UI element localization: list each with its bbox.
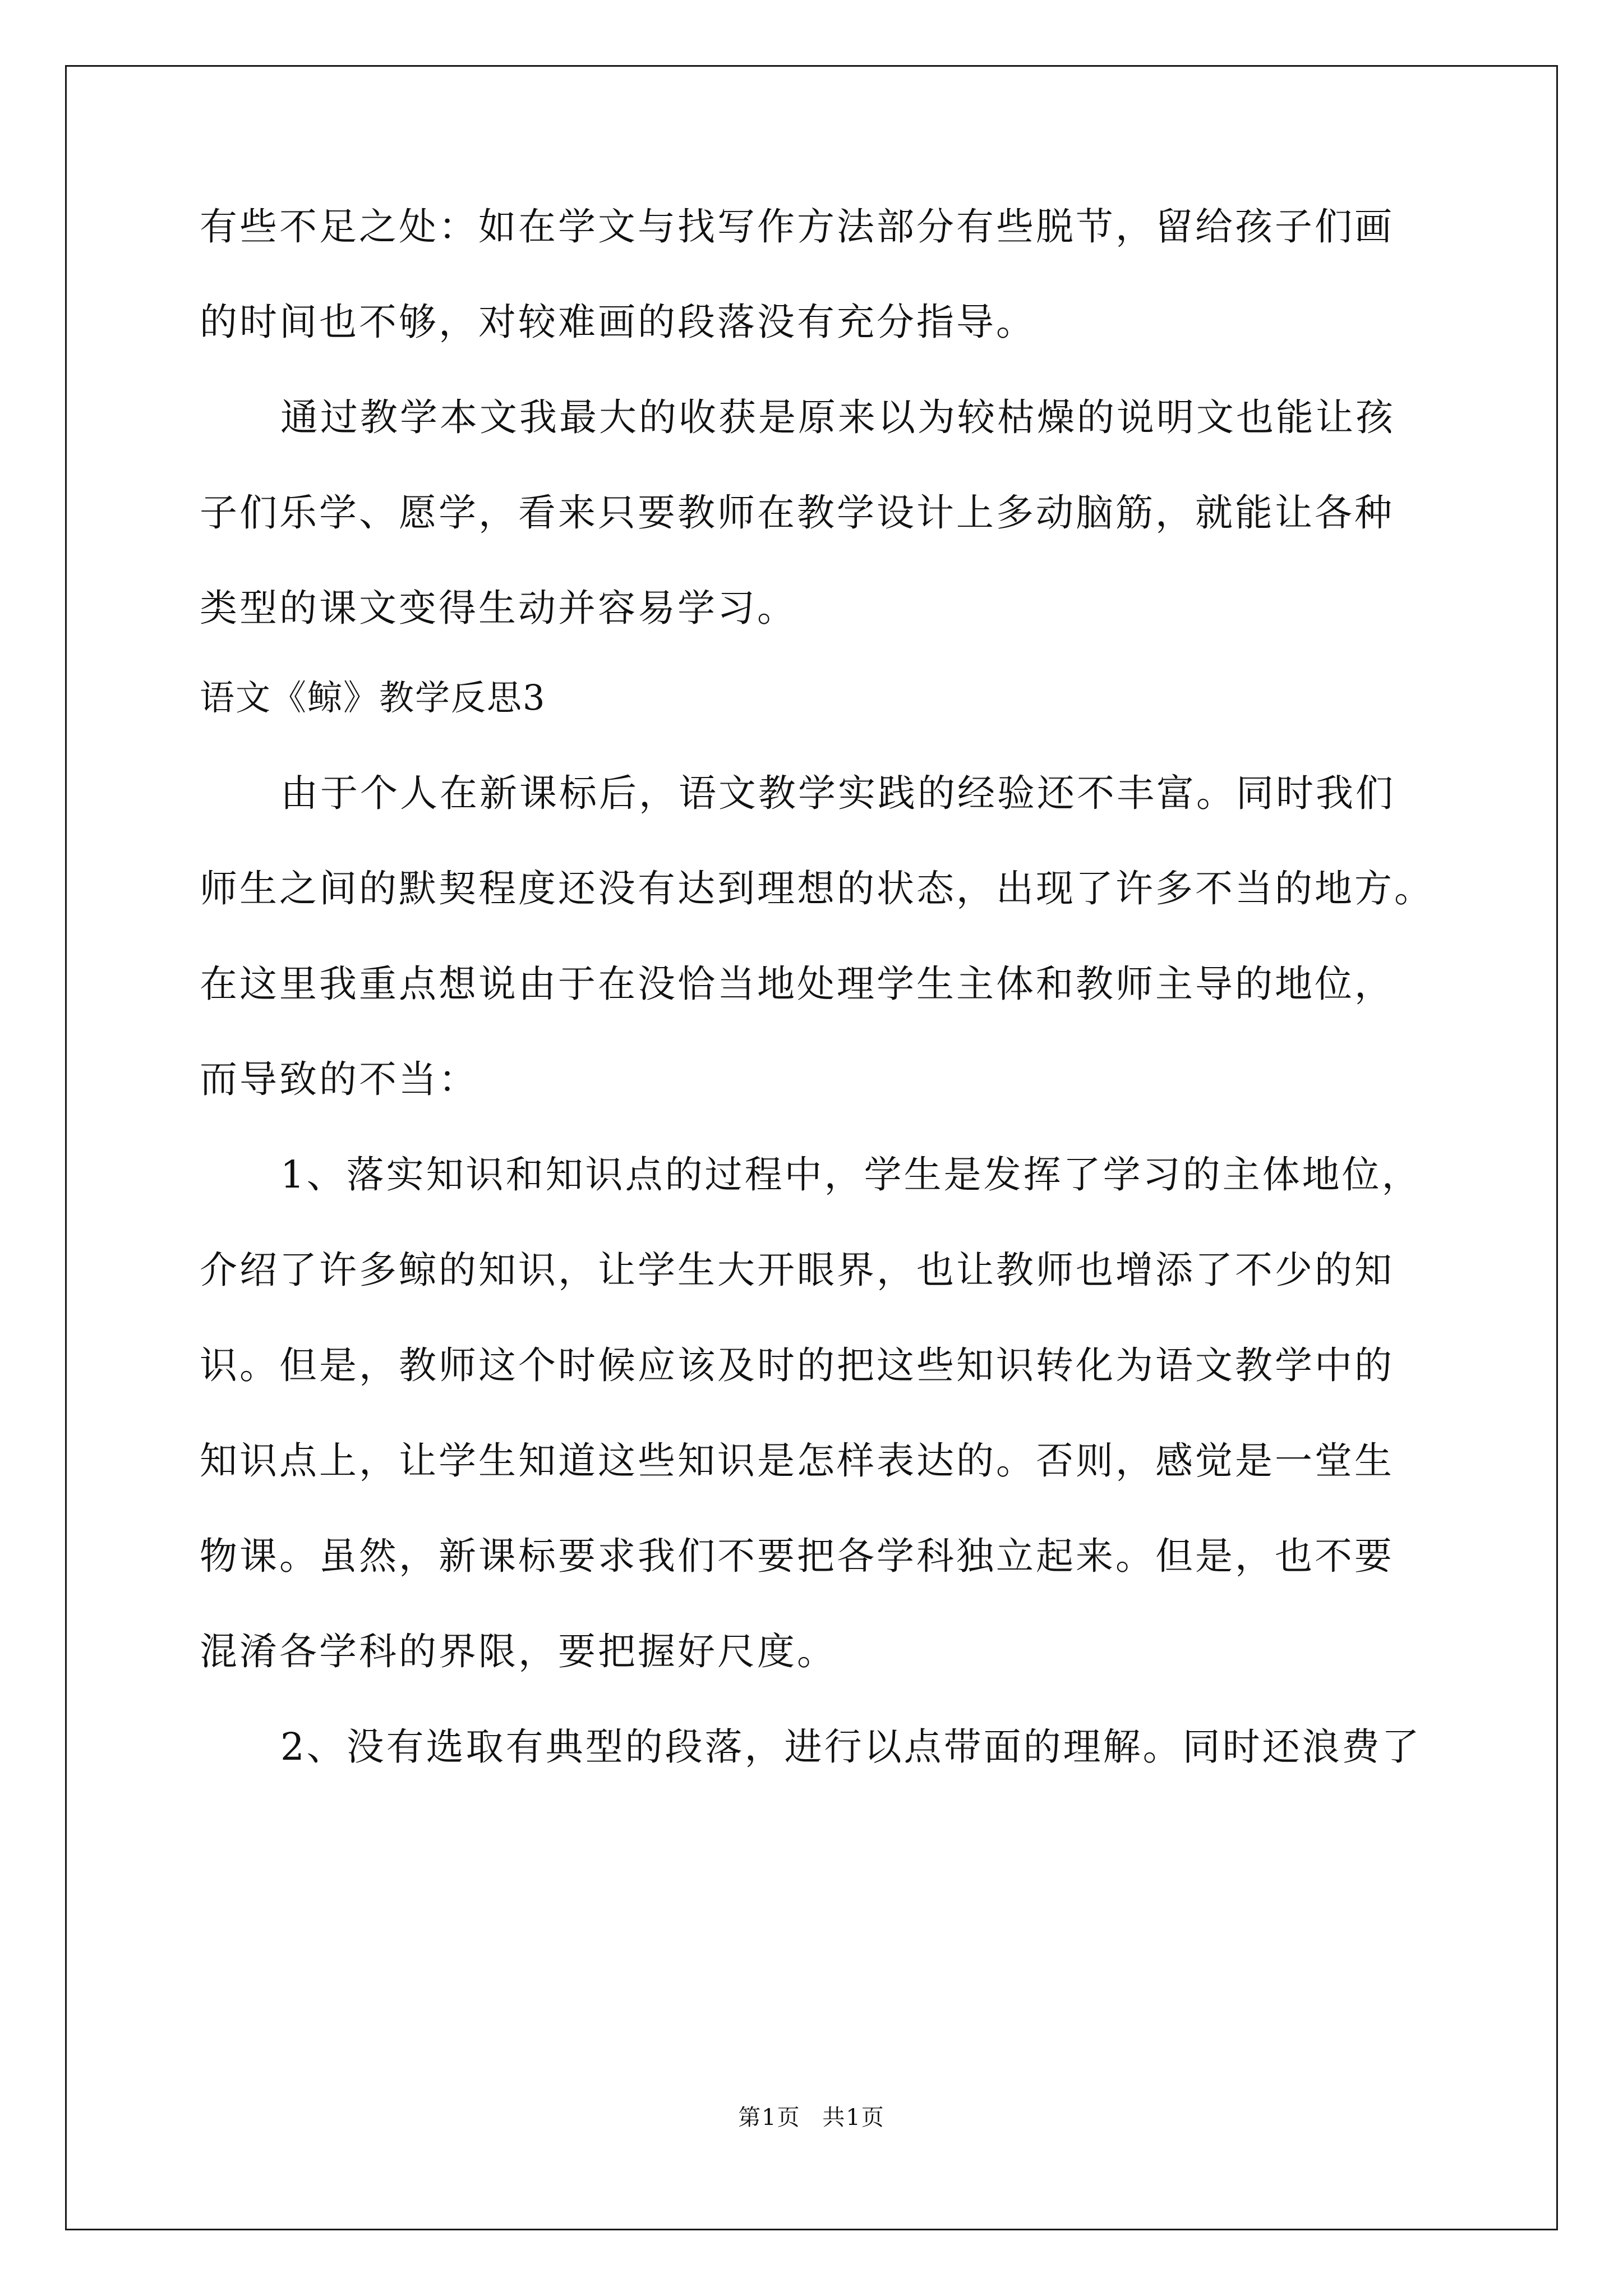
paragraph-start-line: 通过教学本文我最大的收获是原来以为较枯燥的说明文也能让孩 — [280, 395, 1395, 439]
text-line: 介绍了许多鲸的知识，让学生大开眼界，也让教师也增添了不少的知 — [200, 1248, 1394, 1292]
text-line: 混淆各学科的界限，要把握好尺度。 — [200, 1630, 837, 1673]
text-line: 子们乐学、愿学，看来只要教师在教学设计上多动脑筋，就能让各种 — [200, 491, 1394, 535]
text-line: 类型的课文变得生动并容易学习。 — [200, 586, 797, 630]
page-footer — [0, 2104, 1623, 2132]
text-line: 在这里我重点想说由于在没恰当地处理学生主体和教师主导的地位， — [200, 962, 1394, 1006]
page-number-total: 共1页 — [822, 2105, 885, 2131]
text-line: 的时间也不够，对较难画的段落没有充分指导。 — [200, 300, 1036, 344]
text-line: 而导致的不当： — [200, 1057, 478, 1101]
page-number-current: 第1页 — [738, 2105, 801, 2131]
text-line: 知识点上，让学生知道这些知识是怎样表达的。否则，感觉是一堂生 — [200, 1439, 1394, 1483]
paragraph-start-line: 2、没有选取有典型的段落，进行以点带面的理解。同时还浪费了 — [280, 1725, 1422, 1769]
text-line: 识。但是，教师这个时候应该及时的把这些知识转化为语文教学中的 — [200, 1343, 1394, 1387]
paragraph-start-line: 由于个人在新课标后，语文教学实践的经验还不丰富。同时我们 — [280, 771, 1395, 815]
text-line: 物课。虽然，新课标要求我们不要把各学科独立起来。但是，也不要 — [200, 1534, 1394, 1578]
section-heading: 语文《鲸》教学反思3 — [200, 677, 546, 718]
paragraph-start-line: 1、落实知识和知识点的过程中，学生是发挥了学习的主体地位， — [280, 1153, 1422, 1197]
text-line: 师生之间的默契程度还没有达到理想的状态，出现了许多不当的地方。 — [200, 867, 1434, 910]
text-line: 有些不足之处：如在学文与找写作方法部分有些脱节，留给孩子们画 — [200, 205, 1394, 249]
